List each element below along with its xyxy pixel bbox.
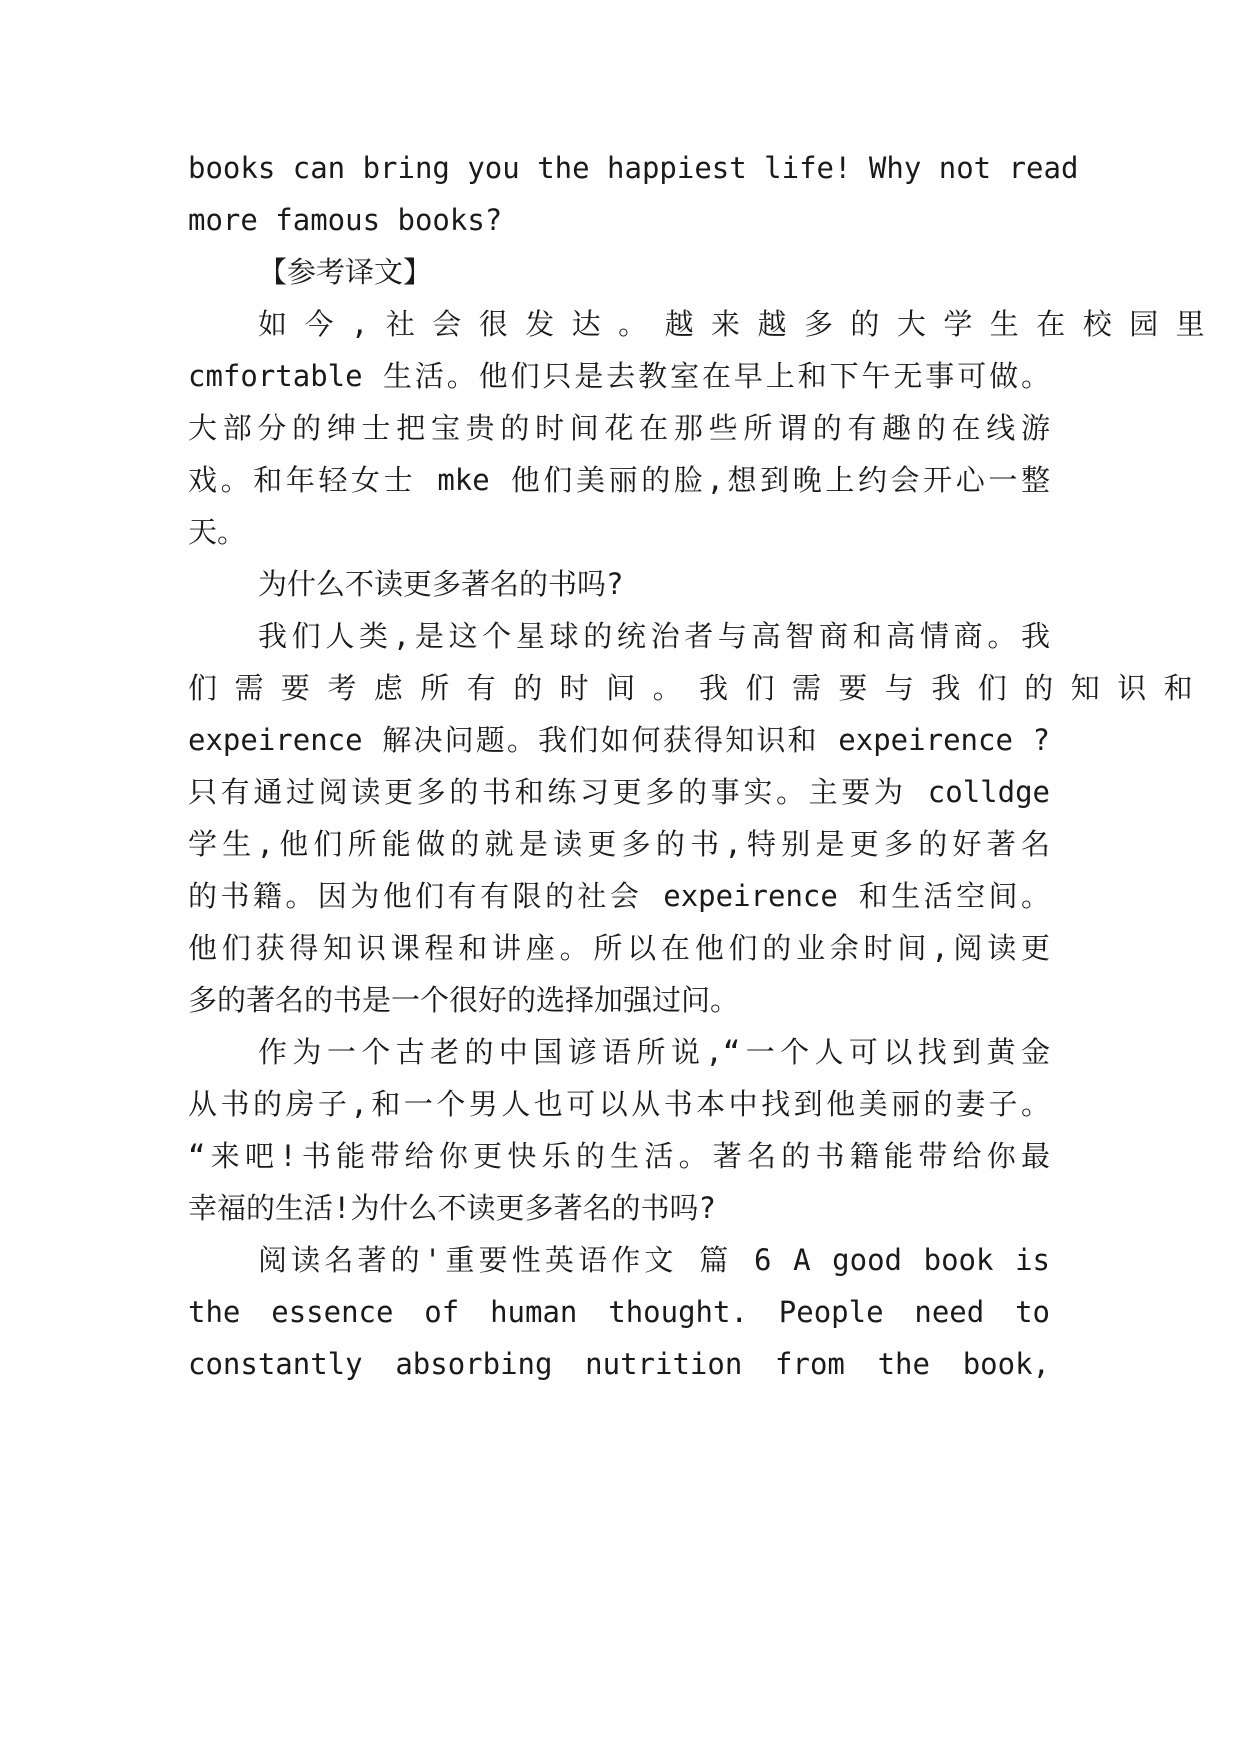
section-heading: 【参考译文】 [258,255,433,289]
text-line: 幸福的生活!为什么不读更多著名的书吗? [188,1191,716,1225]
text-line: 们 需 要 考 虑 所 有 的 时 间 。 我 们 需 要 与 我 们 的 知 识 和 [188,671,1193,705]
text-line: 的书籍。因为他们有有限的社会 expeirence 和生活空间。 [188,879,1050,913]
text-line: cmfortable 生活。他们只是去教室在早上和下午无事可做。 [188,359,1050,393]
text-line: 作为一个古老的中国谚语所说,“一个人可以找到黄金 [258,1035,1050,1069]
text-line: 如 今 , 社 会 很 发 达 。 越 来 越 多 的 大 学 生 在 校 园 里 [258,307,1205,341]
text-line: more famous books? [188,203,503,237]
text-line: 戏。和年轻女士 mke 他们美丽的脸,想到晚上约会开心一整 [188,463,1050,497]
text-line: 只有通过阅读更多的书和练习更多的事实。主要为 colldge [188,775,1050,809]
text-line: 天。 [188,515,247,549]
text-line: 学生,他们所能做的就是读更多的书,特别是更多的好著名 [188,827,1050,861]
text-line: constantly absorbing nutrition from the book, [188,1347,1050,1381]
text-line: 大部分的绅士把宝贵的时间花在那些所谓的有趣的在线游 [188,411,1050,445]
text-line: 我们人类,是这个星球的统治者与高智商和高情商。我 [258,619,1050,653]
text-line: the essence of human thought. People need to [188,1295,1050,1329]
text-line: 阅读名著的'重要性英语作文 篇 6 A good book is [258,1243,1050,1277]
text-line: 多的著名的书是一个很好的选择加强过问。 [188,983,740,1017]
text-line: “来吧!书能带给你更快乐的生活。著名的书籍能带给你最 [188,1139,1050,1173]
text-line: 为什么不读更多著名的书吗? [258,567,624,601]
text-line: 他们获得知识课程和讲座。所以在他们的业余时间,阅读更 [188,931,1050,965]
text-line: 从书的房子,和一个男人也可以从书本中找到他美丽的妻子。 [188,1087,1050,1121]
text-line: books can bring you the happiest life! Why not read [188,151,1079,185]
text-line: expeirence 解决问题。我们如何获得知识和 expeirence ? [188,723,1050,757]
